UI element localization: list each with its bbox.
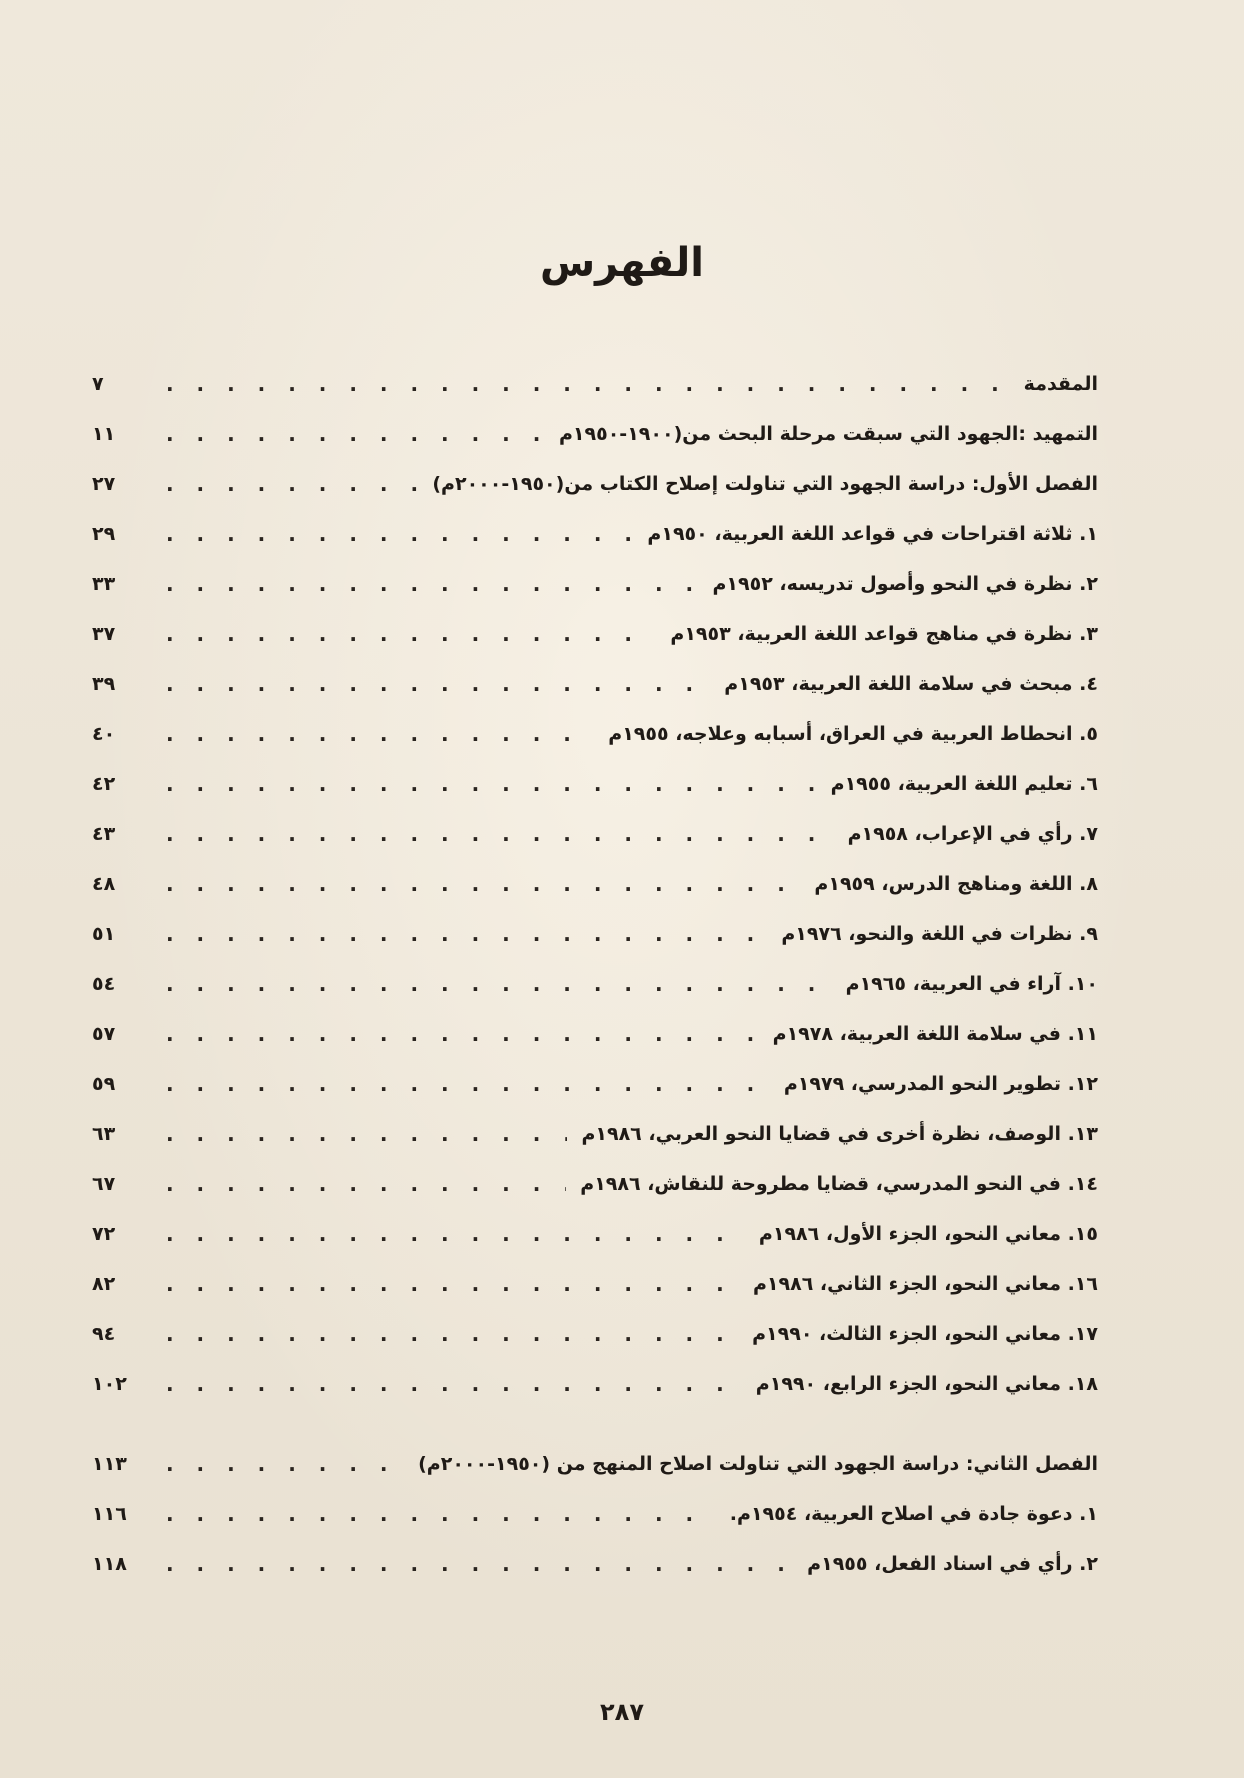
toc-entry [92, 1064, 1098, 1104]
toc-entry-label: المقدمة [1023, 373, 1098, 395]
toc-entry-label: ١٨. معاني النحو، الجزء الرابع، ١٩٩٠م [755, 1373, 1098, 1395]
toc-entry-page: ٤٢ [92, 773, 116, 795]
toc-entry [92, 464, 1098, 504]
dot-leader [136, 864, 800, 904]
toc-entry [92, 1364, 1098, 1404]
toc-entry-page: ٨٢ [92, 1273, 116, 1295]
toc-entry [92, 1164, 1098, 1204]
toc-entry-label: ١٧. معاني النحو، الجزء الثالث، ١٩٩٠م [752, 1323, 1098, 1345]
toc-entry-page: ٣٩ [92, 673, 116, 695]
toc-entry [92, 364, 1098, 404]
page-title: الفهرس [539, 240, 704, 286]
toc-entry-label: ١١. في سلامة اللغة العربية، ١٩٧٨م [772, 1023, 1098, 1045]
toc-entry-label: ١٢. تطوير النحو المدرسي، ١٩٧٩م [783, 1073, 1098, 1095]
toc-entry [92, 1014, 1098, 1054]
dot-leader [136, 664, 710, 704]
toc-entry [92, 1214, 1098, 1254]
toc-entry [92, 514, 1098, 554]
dot-leader [136, 464, 418, 504]
toc-entry [92, 1544, 1098, 1584]
dot-leader [136, 1494, 716, 1534]
toc-entry [92, 564, 1098, 604]
toc-entry [92, 1114, 1098, 1154]
toc-entry-page: ٦٧ [92, 1173, 116, 1195]
toc-entry-label: ١٣. الوصف، نظرة أخرى في قضايا النحو العربي، ١٩٨٦م [581, 1123, 1098, 1145]
toc-entry-page: ٥١ [92, 923, 116, 945]
toc-entry-label: ٩. نظرات في اللغة والنحو، ١٩٧٦م [781, 923, 1098, 945]
toc-entry-page: ٢٩ [92, 523, 116, 545]
dot-leader [136, 414, 545, 454]
toc-entry-label: ١٥. معاني النحو، الجزء الأول، ١٩٨٦م [758, 1223, 1098, 1245]
toc-entry-page: ١١٨ [92, 1553, 127, 1575]
dot-leader [136, 1014, 759, 1054]
toc-entry [92, 1314, 1098, 1354]
toc-entry-page: ٥٩ [92, 1073, 116, 1095]
toc-entry-label: ١٤. في النحو المدرسي، قضايا مطروحة للنقاش، ١٩٨٦م [580, 1173, 1098, 1195]
dot-leader [136, 1264, 739, 1304]
dot-leader [136, 1314, 738, 1354]
toc-entry [92, 714, 1098, 754]
toc-entry-page: ٥٤ [92, 973, 116, 995]
toc-entry [92, 614, 1098, 654]
dot-leader [136, 514, 633, 554]
toc-entry [92, 1444, 1098, 1484]
dot-leader [136, 1444, 404, 1484]
toc-entry-label: ٣. نظرة في مناهج قواعد اللغة العربية، ١٩٥٣م [670, 623, 1098, 645]
toc-entry-label: ٦. تعليم اللغة العربية، ١٩٥٥م [830, 773, 1098, 795]
dot-leader [136, 1364, 742, 1404]
dot-leader [136, 714, 594, 754]
dot-leader [136, 1214, 745, 1254]
toc-entry [92, 964, 1098, 1004]
toc-entry-label: ٨. اللغة ومناهج الدرس، ١٩٥٩م [814, 873, 1098, 895]
toc-entry-label: الفصل الثاني: دراسة الجهود التي تناولت اصلاح المنهج من (١٩٥٠-٢٠٠٠م) [418, 1453, 1098, 1475]
toc-entry [92, 814, 1098, 854]
dot-leader [136, 914, 767, 954]
toc-entry-label: ٤. مبحث في سلامة اللغة العربية، ١٩٥٣م [724, 673, 1098, 695]
toc-entry [92, 914, 1098, 954]
toc-entry-page: ٩٤ [92, 1323, 116, 1345]
toc-entry-label: ١٦. معاني النحو، الجزء الثاني، ١٩٨٦م [752, 1273, 1098, 1295]
dot-leader [136, 814, 834, 854]
toc-entry-label: ٥. انحطاط العربية في العراق، أسبابه وعلاجه، ١٩٥٥م [608, 723, 1098, 745]
page-number: ٢٨٧ [600, 1698, 644, 1726]
toc-entry-page: ٣٧ [92, 623, 116, 645]
toc-entry-label: ٧. رأي في الإعراب، ١٩٥٨م [847, 823, 1098, 845]
dot-leader [136, 614, 656, 654]
toc-entry [92, 864, 1098, 904]
toc-entry [92, 414, 1098, 454]
toc-entry-label: ١. دعوة جادة في اصلاح العربية، ١٩٥٤م. [729, 1503, 1098, 1525]
toc-entry-label: ٢. نظرة في النحو وأصول تدريسه، ١٩٥٢م [712, 573, 1098, 595]
toc-entry-page: ٤٨ [92, 873, 116, 895]
toc-entry-page: ٢٧ [92, 473, 116, 495]
toc-entry [92, 1264, 1098, 1304]
toc-entry-page: ٧ [92, 373, 104, 395]
toc-entry [92, 1494, 1098, 1534]
toc-entry-page: ٧٢ [92, 1223, 116, 1245]
toc-entry-page: ٥٧ [92, 1023, 116, 1045]
toc-entry [92, 664, 1098, 704]
toc-entry-page: ١١٣ [92, 1453, 127, 1475]
dot-leader [136, 964, 832, 1004]
toc-entry-page: ٤٠ [92, 723, 116, 745]
toc-entry-label: الفصل الأول: دراسة الجهود التي تناولت إصلاح الكتاب من(١٩٥٠-٢٠٠٠م) [432, 473, 1098, 495]
dot-leader [136, 1114, 567, 1154]
dot-leader [136, 564, 698, 604]
toc-entry-page: ١٠٢ [92, 1373, 127, 1395]
toc-entry-page: ٤٣ [92, 823, 116, 845]
toc-entry-label: ٢. رأي في اسناد الفعل، ١٩٥٥م [807, 1553, 1098, 1575]
toc-entry-page: ١١٦ [92, 1503, 127, 1525]
toc-entry-label: ١. ثلاثة اقتراحات في قواعد اللغة العربية، ١٩٥٠م [647, 523, 1098, 545]
toc-entry-page: ٣٣ [92, 573, 116, 595]
toc-entry [92, 764, 1098, 804]
dot-leader [136, 1064, 770, 1104]
toc-entry-page: ١١ [92, 423, 116, 445]
toc-entry-page: ٦٣ [92, 1123, 116, 1145]
dot-leader [136, 364, 1010, 404]
dot-leader [136, 764, 817, 804]
dot-leader [136, 1164, 566, 1204]
dot-leader [136, 1544, 793, 1584]
toc-entry-label: التمهيد :الجهود التي سبقت مرحلة البحث من(١٩٠٠-١٩٥٠م [558, 423, 1098, 445]
toc-entry-label: ١٠. آراء في العربية، ١٩٦٥م [845, 973, 1098, 995]
